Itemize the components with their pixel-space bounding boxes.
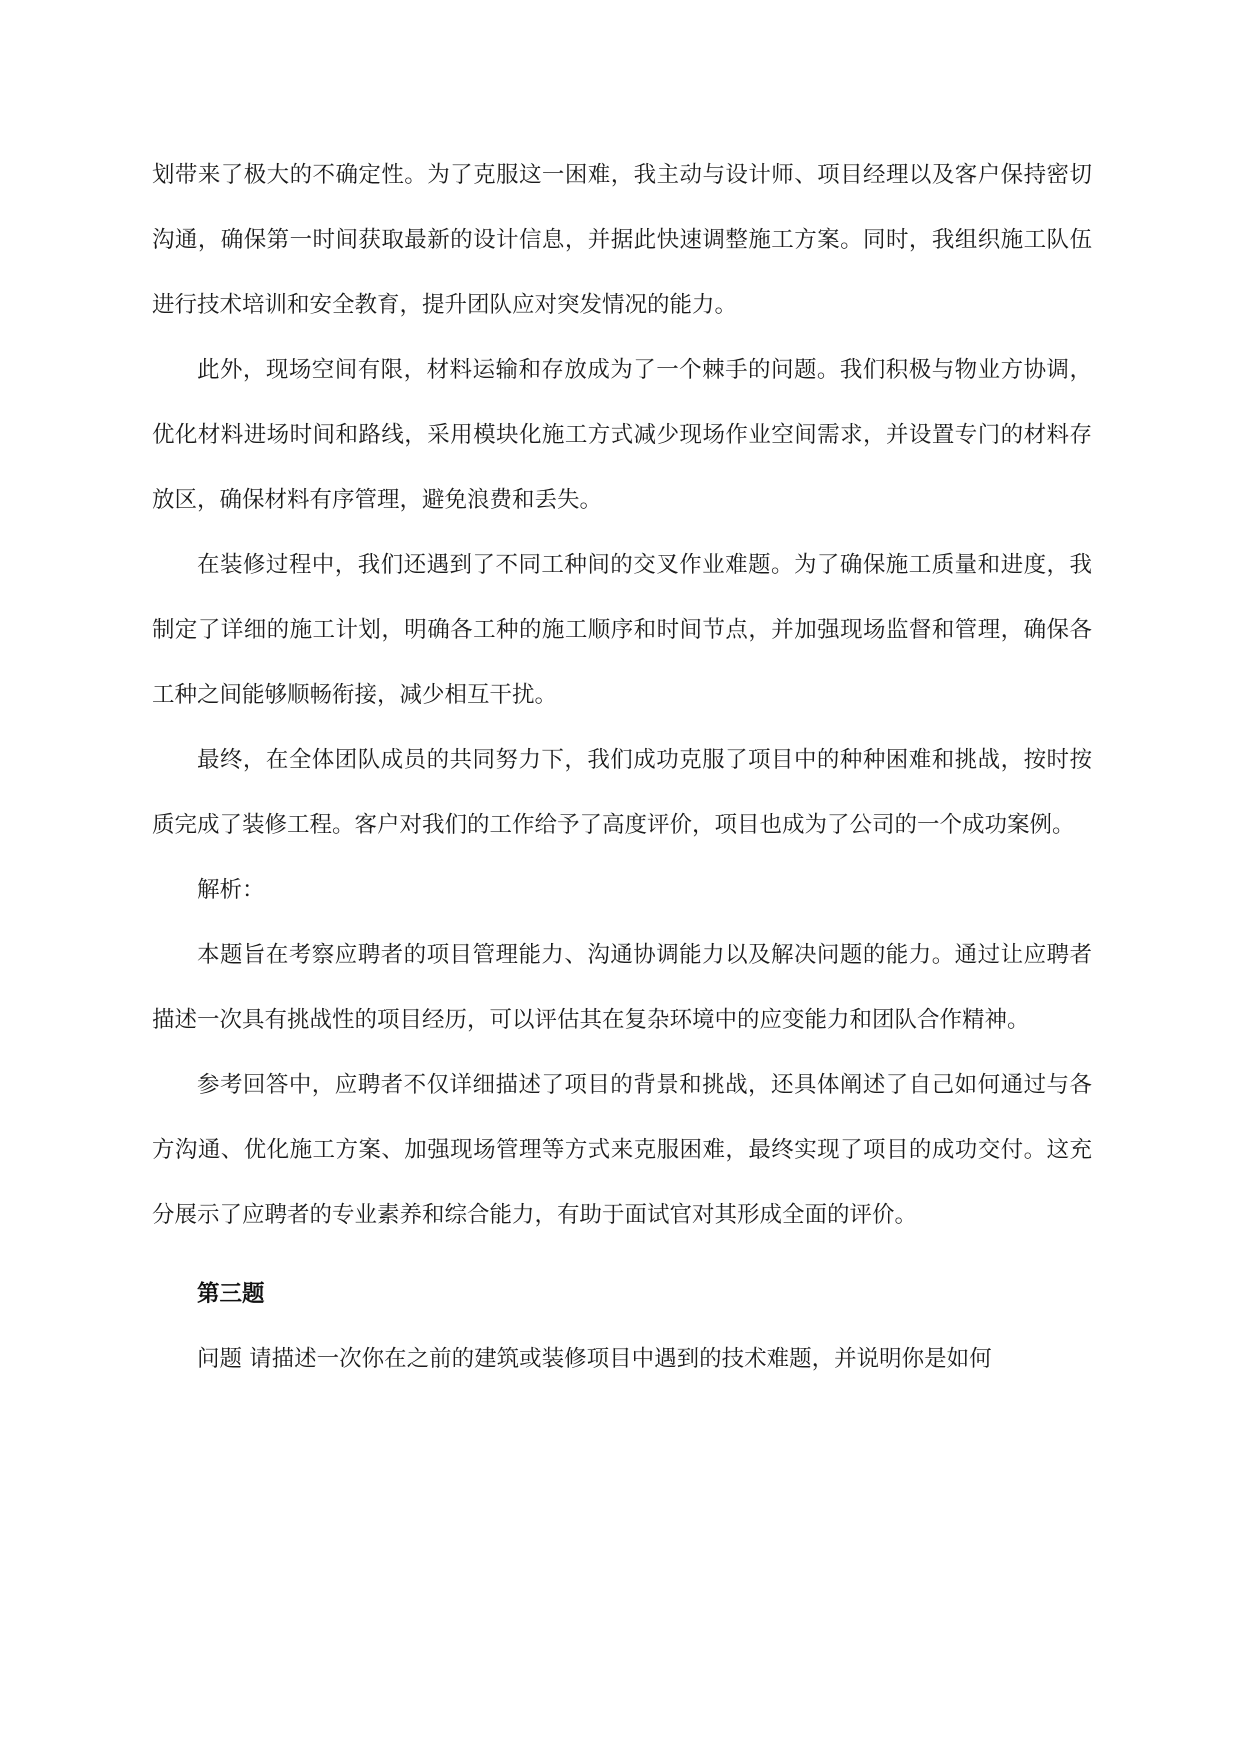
document-body	[152, 143, 1092, 1392]
paragraph-outcome: 最终，在全体团队成员的共同努力下，我们成功克服了项目中的种种困难和挑战，按时按质完成了装修工程。客户对我们的工作给予了高度评价，项目也成为了公司的一个成功案例。	[152, 747, 1092, 838]
paragraph-material-logistics: 此外，现场空间有限，材料运输和存放成为了一个棘手的问题。我们积极与物业方协调，优化材料进场时间和路线，采用模块化施工方式减少现场作业空间需求，并设置专门的材料存放区，确保材料有序管理，避免浪费和丢失。	[152, 357, 1092, 513]
paragraph-analysis-purpose: 本题旨在考察应聘者的项目管理能力、沟通协调能力以及解决问题的能力。通过让应聘者描述一次具有挑战性的项目经历，可以评估其在复杂环境中的应变能力和团队合作精神。	[152, 942, 1092, 1033]
paragraph-continuation: 划带来了极大的不确定性。为了克服这一困难，我主动与设计师、项目经理以及客户保持密切沟通，确保第一时间获取最新的设计信息，并据此快速调整施工方案。同时，我组织施工队伍进行技术培训和安全教育，提升团队应对突发情况的能力。	[152, 162, 1092, 318]
section-heading: 第三题	[197, 1281, 265, 1307]
question-text: 问题 请描述一次你在之前的建筑或装修项目中遇到的技术难题，并说明你是如何	[197, 1346, 992, 1372]
paragraph-cross-trade-work: 在装修过程中，我们还遇到了不同工种间的交叉作业难题。为了确保施工质量和进度，我制定了详细的施工计划，明确各工种的施工顺序和时间节点，并加强现场监督和管理，确保各工种之间能够顺畅衔接，减少相互干扰。	[152, 552, 1092, 708]
paragraph-analysis-reference: 参考回答中，应聘者不仅详细描述了项目的背景和挑战，还具体阐述了自己如何通过与各方沟通、优化施工方案、加强现场管理等方式来克服困难，最终实现了项目的成功交付。这充分展示了应聘者的专业素养和综合能力，有助于面试官对其形成全面的评价。	[152, 1072, 1092, 1228]
analysis-label: 解析：	[197, 877, 265, 903]
